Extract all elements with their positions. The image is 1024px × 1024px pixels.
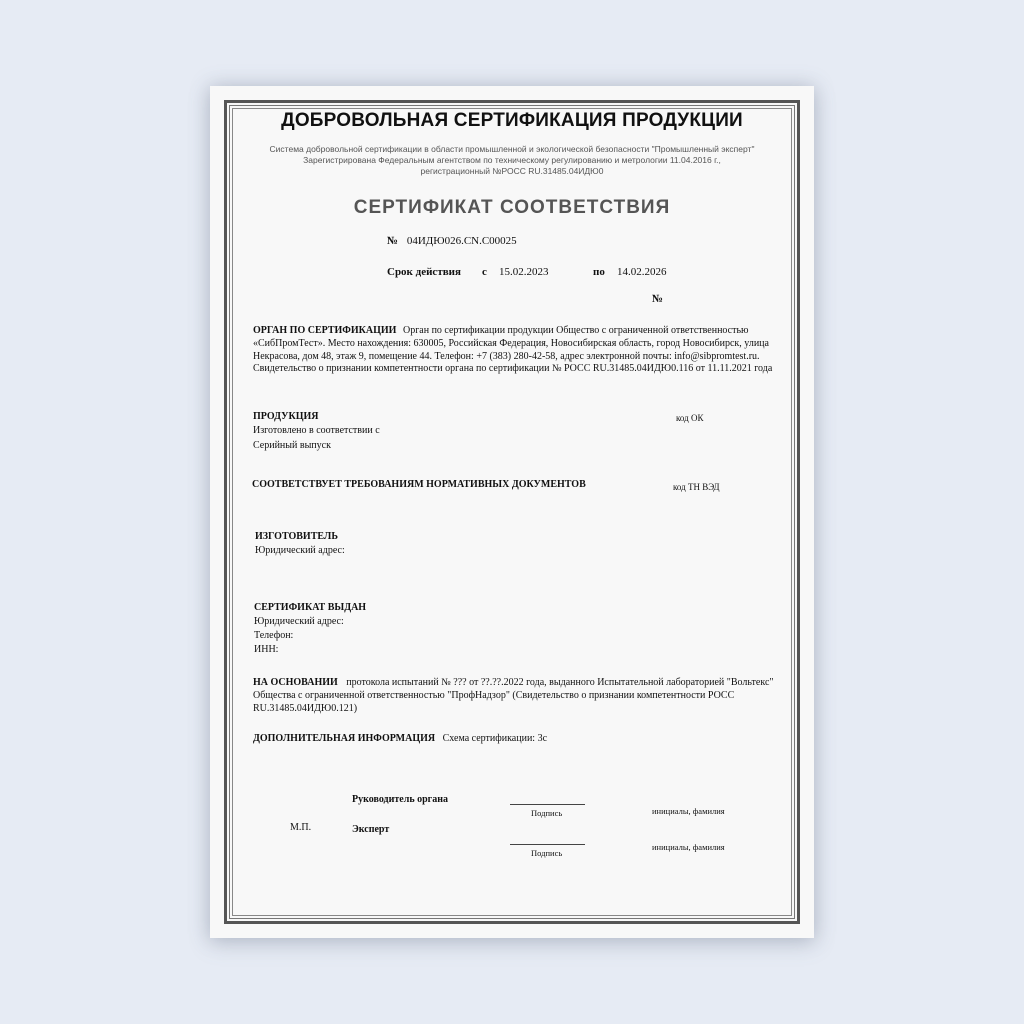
issued-inn-label: ИНН: (254, 644, 279, 655)
to-date: 14.02.2026 (617, 266, 667, 278)
additional-info-section (253, 733, 547, 746)
product-line-1: Изготовлено в соответствии с (253, 425, 380, 436)
system-line-1: Система добровольной сертификации в области промышленной и экологической безопасности "Промышленный эксперт" (269, 144, 755, 154)
issued-phone-label: Телефон: (254, 630, 294, 641)
head-signature-line (510, 804, 585, 805)
validity-label: Срок действия (387, 266, 461, 278)
expert-signature-line (510, 844, 585, 845)
additional-info-label: ДОПОЛНИТЕЛЬНАЯ ИНФОРМАЦИЯ (253, 733, 436, 744)
issued-to-label: СЕРТИФИКАТ ВЫДАН (254, 602, 367, 613)
expert-label: Эксперт (352, 824, 390, 835)
border-inner (232, 108, 792, 916)
blank-number-label: № (652, 293, 664, 305)
product-line-2: Серийный выпуск (253, 440, 331, 451)
manufacturer-address-label: Юридический адрес: (255, 545, 345, 556)
stamp-label: М.П. (290, 822, 312, 833)
product-label: ПРОДУКЦИЯ (253, 411, 319, 422)
basis-text: протокола испытаний № ??? от ??.??.2022 года, выданного Испытательной лабораторией "Вольтекс" Общества с ограниченной ответственностью "ПрофНадзор" (Свидетельство о признании компетентности РОСС RU.31485.04ИДЮ0.121) (253, 677, 774, 714)
certification-body-text: Орган по сертификации продукции Общество с ограниченной ответственностью «СибПромТест». Место нахождения: 630005, Российская Федерация, Новосибирская область, город Новосибирск, улица Некрасова, дом 48, этаж 9, помещение 44. Телефон: +7 (383) 280-42-58, адрес электронной почты: info@sibpromtest.ru. Свидетельство о признании компетентности органа по сертификации № РОСС RU.31485.04ИДЮ0.116 от 11.11.2021 года (253, 325, 773, 375)
from-label: с (482, 266, 487, 278)
manufacturer-label: ИЗГОТОВИТЕЛЬ (255, 531, 338, 542)
system-line-3: регистрационный №РОСС RU.31485.04ИДЮ0 (420, 166, 604, 176)
product-code-label: код ОК (676, 413, 704, 423)
system-info (230, 144, 794, 177)
from-date: 15.02.2023 (499, 266, 549, 278)
additional-info-text: Схема сертификации: 3с (442, 733, 548, 744)
hs-code-label: код ТН ВЭД (673, 482, 720, 492)
head-signature-caption: Подпись (531, 808, 563, 818)
head-initials-caption: инициалы, фамилия (652, 806, 725, 816)
basis-label: НА ОСНОВАНИИ (253, 677, 338, 688)
to-label: по (593, 266, 605, 278)
certificate-number: 04ИДЮ026.CN.C00025 (406, 235, 517, 247)
certificate-sheet (210, 86, 814, 938)
number-label: № (387, 235, 399, 247)
basis-section (253, 677, 783, 715)
certification-body-label: ОРГАН ПО СЕРТИФИКАЦИИ (253, 325, 397, 336)
system-line-2: Зарегистрирована Федеральным агентством по техническому регулированию и метрологии 11.04.2016 г., (303, 155, 721, 165)
certificate-title: СЕРТИФИКАТ СООТВЕТСТВИЯ (353, 197, 671, 218)
expert-signature-caption: Подпись (531, 848, 563, 858)
certification-body-section (253, 325, 783, 376)
certificate-number-row (387, 235, 517, 248)
expert-initials-caption: инициалы, фамилия (652, 842, 725, 852)
document-title: ДОБРОВОЛЬНАЯ СЕРТИФИКАЦИЯ ПРОДУКЦИИ (281, 110, 743, 131)
head-of-body-label: Руководитель органа (352, 794, 448, 805)
issued-address-label: Юридический адрес: (254, 616, 344, 627)
conformity-label: СООТВЕТСТВУЕТ ТРЕБОВАНИЯМ НОРМАТИВНЫХ ДОКУМЕНТОВ (252, 479, 586, 490)
